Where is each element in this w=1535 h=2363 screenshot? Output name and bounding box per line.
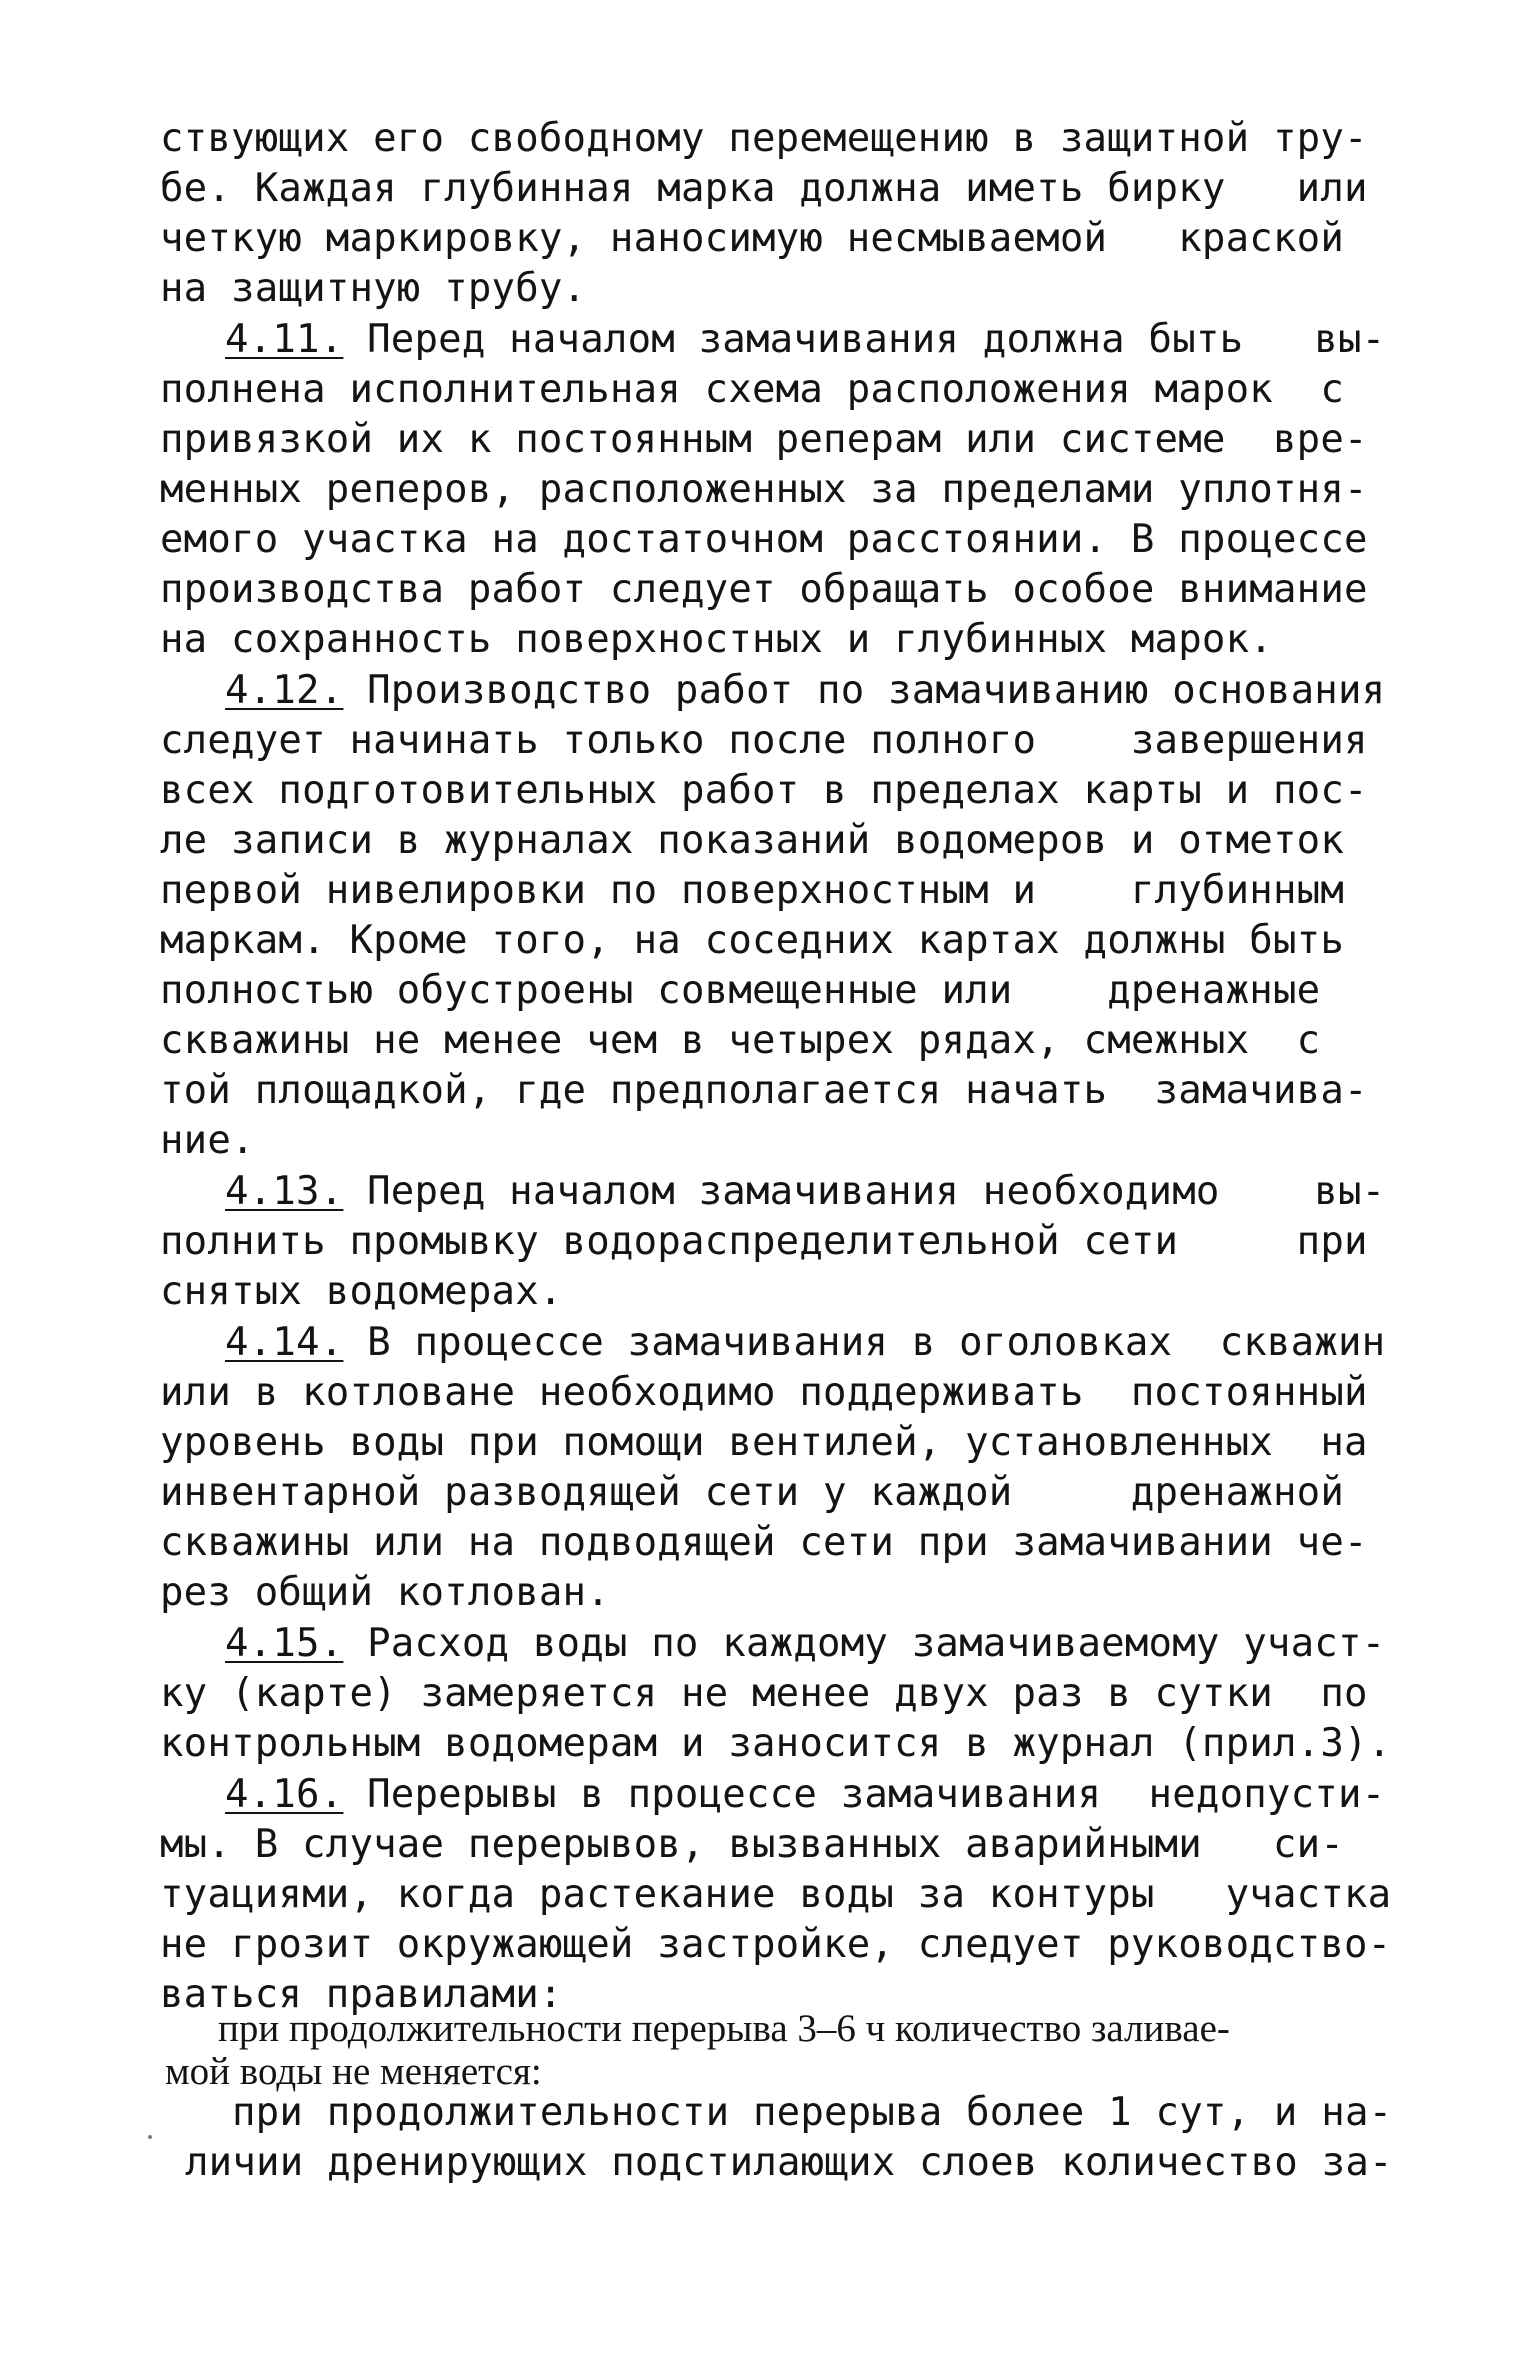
text-line: емого участка на достаточном расстоянии. В процессе [160, 517, 1368, 562]
text-line: той площадкой, где предполагается начать замачива- [160, 1068, 1368, 1113]
text-line: Перед началом замачивания должна быть вы- [367, 317, 1386, 362]
text-line: ние. [160, 1118, 255, 1163]
text-line: Расход воды по каждому замачиваемому участ- [367, 1621, 1386, 1666]
text-line: следует начинать только после полного завершения [160, 718, 1368, 763]
clause-4-15-line [225, 1621, 1386, 1666]
text-line: менных реперов, расположенных за пределами уплотня- [160, 467, 1368, 512]
text-line: ствующих его свободному перемещению в защитной тру- [160, 116, 1368, 161]
text-line: ваться правилами: [160, 1972, 563, 2017]
text-line: бе. Каждая глубинная марка должна иметь бирку или [160, 166, 1368, 211]
text-line: личии дренирующих подстилающих слоев количество за- [185, 2140, 1393, 2185]
clause-number: 4.15. [225, 1621, 344, 1666]
text-line: ле записи в журналах показаний водомеров и отметок [160, 818, 1344, 863]
clause-number: 4.16. [225, 1772, 344, 1817]
text-line: мой воды не меняется: [165, 2050, 542, 2093]
text-line: маркам. Кроме того, на соседних картах должны быть [160, 918, 1344, 963]
text-line: или в котловане необходимо поддерживать постоянный [160, 1370, 1368, 1415]
text-line: Производство работ по замачиванию основания [367, 668, 1386, 713]
clause-4-11-line [225, 317, 1386, 362]
clause-4-16-line [225, 1772, 1386, 1817]
text-line: полностью обустроены совмещенные или дренажные [160, 968, 1321, 1013]
text-line: Перерывы в процессе замачивания недопусти- [367, 1772, 1386, 1817]
text-line: не грозит окружающей застройке, следует руководство- [160, 1922, 1392, 1967]
text-line: полнена исполнительная схема расположения марок с [160, 367, 1344, 412]
text-line: при продолжительности перерыва 3–6 ч количество заливае- [218, 2007, 1230, 2050]
text-line: снятых водомерах. [160, 1269, 563, 1314]
text-line: уровень воды при помощи вентилей, установленных на [160, 1420, 1368, 1465]
text-line: скважины не менее чем в четырех рядах, смежных с [160, 1018, 1321, 1063]
text-line: четкую маркировку, наносимую несмываемой краской [160, 216, 1344, 261]
text-line: на сохранность поверхностных и глубинных марок. [160, 617, 1273, 662]
text-line: контрольным водомерам и заносится в журнал (прил.3). [160, 1721, 1392, 1766]
clause-number: 4.11. [225, 317, 344, 362]
clause-4-13-line [225, 1169, 1386, 1214]
clause-4-14-line [225, 1320, 1386, 1365]
text-line: на защитную трубу. [160, 266, 587, 311]
text-line: ку (карте) замеряется не менее двух раз в сутки по [160, 1671, 1368, 1716]
text-line: при продолжительности перерыва более 1 сут, и на- [232, 2090, 1393, 2135]
clause-number: 4.13. [225, 1169, 344, 1214]
text-line: скважины или на подводящей сети при замачивании че- [160, 1520, 1368, 1565]
clause-number: 4.12. [225, 668, 344, 713]
text-line: производства работ следует обращать особое внимание [160, 567, 1368, 612]
text-line: В процессе замачивания в оголовках скважин [367, 1320, 1386, 1365]
text-line: привязкой их к постоянным реперам или системе вре- [160, 417, 1368, 462]
text-line: всех подготовительных работ в пределах карты и пос- [160, 768, 1368, 813]
text-line: полнить промывку водораспределительной сети при [160, 1219, 1368, 1264]
text-line: мы. В случае перерывов, вызванных аварийными си- [160, 1822, 1344, 1867]
text-line: туациями, когда растекание воды за контуры участка [160, 1872, 1392, 1917]
text-line: инвентарной разводящей сети у каждой дренажной [160, 1470, 1344, 1515]
clause-4-12-line [225, 668, 1386, 713]
scan-speck [148, 2135, 152, 2139]
clause-number: 4.14. [225, 1320, 344, 1365]
text-line: Перед началом замачивания необходимо вы- [367, 1169, 1386, 1214]
text-line: рез общий котлован. [160, 1570, 610, 1615]
text-line: первой нивелировки по поверхностным и глубинным [160, 868, 1344, 913]
